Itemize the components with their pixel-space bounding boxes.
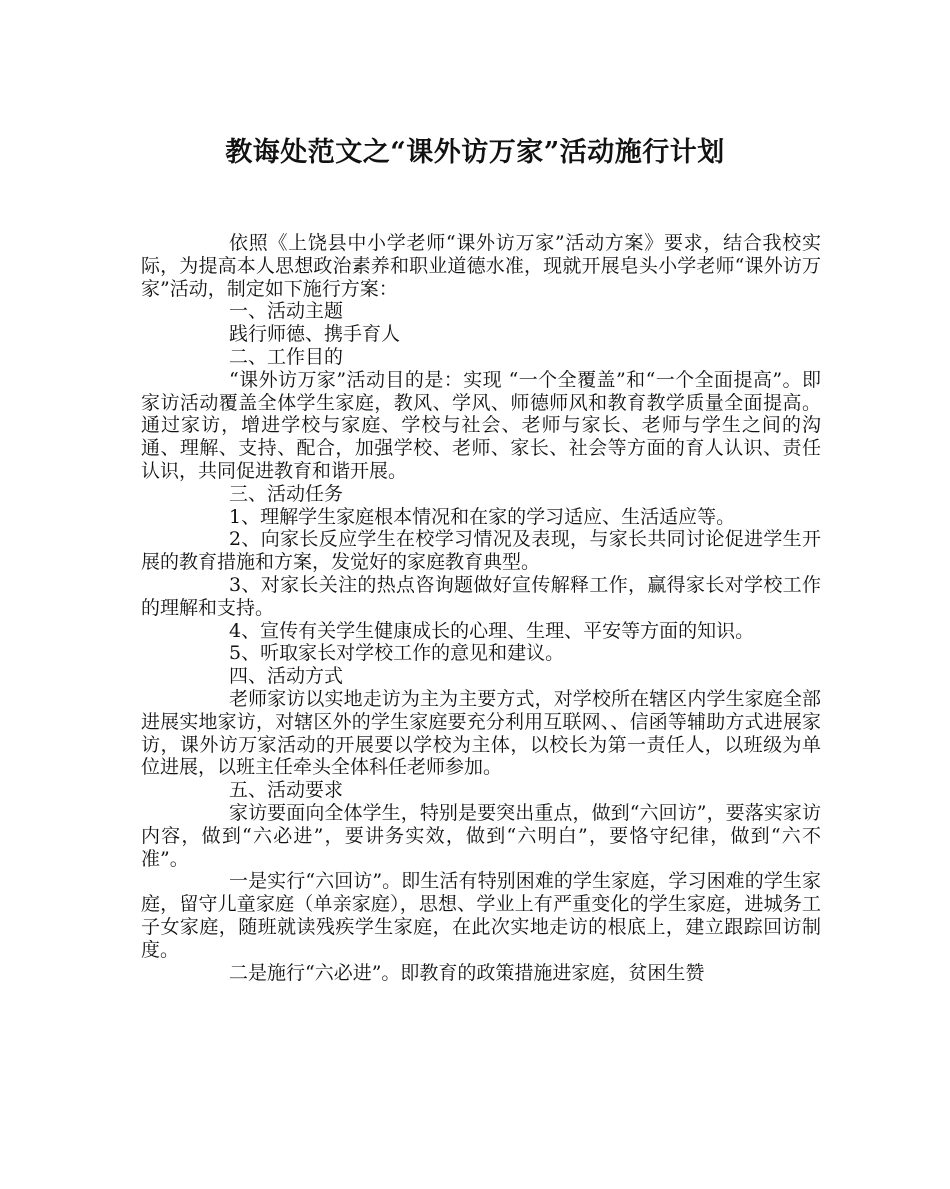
document-title: 教诲处范文之“课外访万家”活动施行计划: [225, 137, 725, 168]
paragraph-intro: 依照《上饶县中小学老师“课外访万家”活动方案》要求，结合我校实际，为提高本人思想政治素养和职业道德水准，现就开展皂头小学老师“课外访万家”活动，制定如下施行方案：: [141, 232, 821, 300]
paragraph-purpose: “课外访万家”活动目的是：实现 “一个全覆盖”和“一个全面提高”。即家访活动覆盖全体学生家庭，教风、学风、师德师风和教育教学质量全面提高。通过家访，增进学校与家庭、学校与社会、老师与家长、老师与学生之间的沟通、理解、支持、配合，加强学校、老师、家长、社会等方面的育人认识、责任认识，共同促进教育和谐开展。: [141, 368, 821, 482]
paragraph-six-musts: 二是施行“六必进”。即教育的政策措施进家庭，贫困生赞: [229, 961, 705, 984]
task-item-1: 1、理解学生家庭根本情况和在家的学习适应、生活适应等。: [229, 505, 736, 528]
task-item-3: 3、对家长关注的热点咨询题做好宣传解释工作，赢得家长对学校工作的理解和支持。: [141, 573, 821, 619]
paragraph-theme: 践行师德、携手育人: [229, 323, 401, 346]
section-heading-purpose: 二、工作目的: [229, 345, 344, 368]
section-heading-method: 四、活动方式: [229, 665, 344, 688]
task-item-2: 2、向家长反应学生在校学习情况及表现，与家长共同讨论促进学生开展的教育措施和方案，发觉好的家庭教育典型。: [141, 528, 821, 574]
task-item-5: 5、听取家长对学校工作的意见和建议。: [229, 642, 565, 665]
task-item-4: 4、宣传有关学生健康成长的心理、生理、平安等方面的知识。: [229, 619, 755, 642]
section-heading-theme: 一、活动主题: [229, 300, 344, 323]
paragraph-method: 老师家访以实地走访为主为主要方式，对学校所在辖区内学生家庭全部进展实地家访，对辖区外的学生家庭要充分利用互联网、、信函等辅助方式进展家访，课外访万家活动的开展要以学校为主体，以校长为第一责任人，以班级为单位进展，以班主任牵头全体科任老师参加。: [141, 687, 821, 779]
section-heading-requirements: 五、活动要求: [229, 779, 344, 802]
document-body: [141, 232, 821, 984]
paragraph-six-revisits: 一是实行“六回访”。即生活有特别困难的学生家庭，学习困难的学生家庭，留守儿童家庭（单亲家庭），思想、学业上有严重变化的学生家庭，进城务工子女家庭，随班就读残疾学生家庭，在此次实地走访的根底上，建立跟踪回访制度。: [141, 870, 821, 961]
paragraph-requirements: 家访要面向全体学生，特别是要突出重点，做到“六回访”，要落实家访内容，做到“六必进”，要讲务实效，做到“六明白”，要恪守纪律，做到“六不准”。: [141, 801, 821, 870]
section-heading-tasks: 三、活动任务: [229, 482, 344, 505]
